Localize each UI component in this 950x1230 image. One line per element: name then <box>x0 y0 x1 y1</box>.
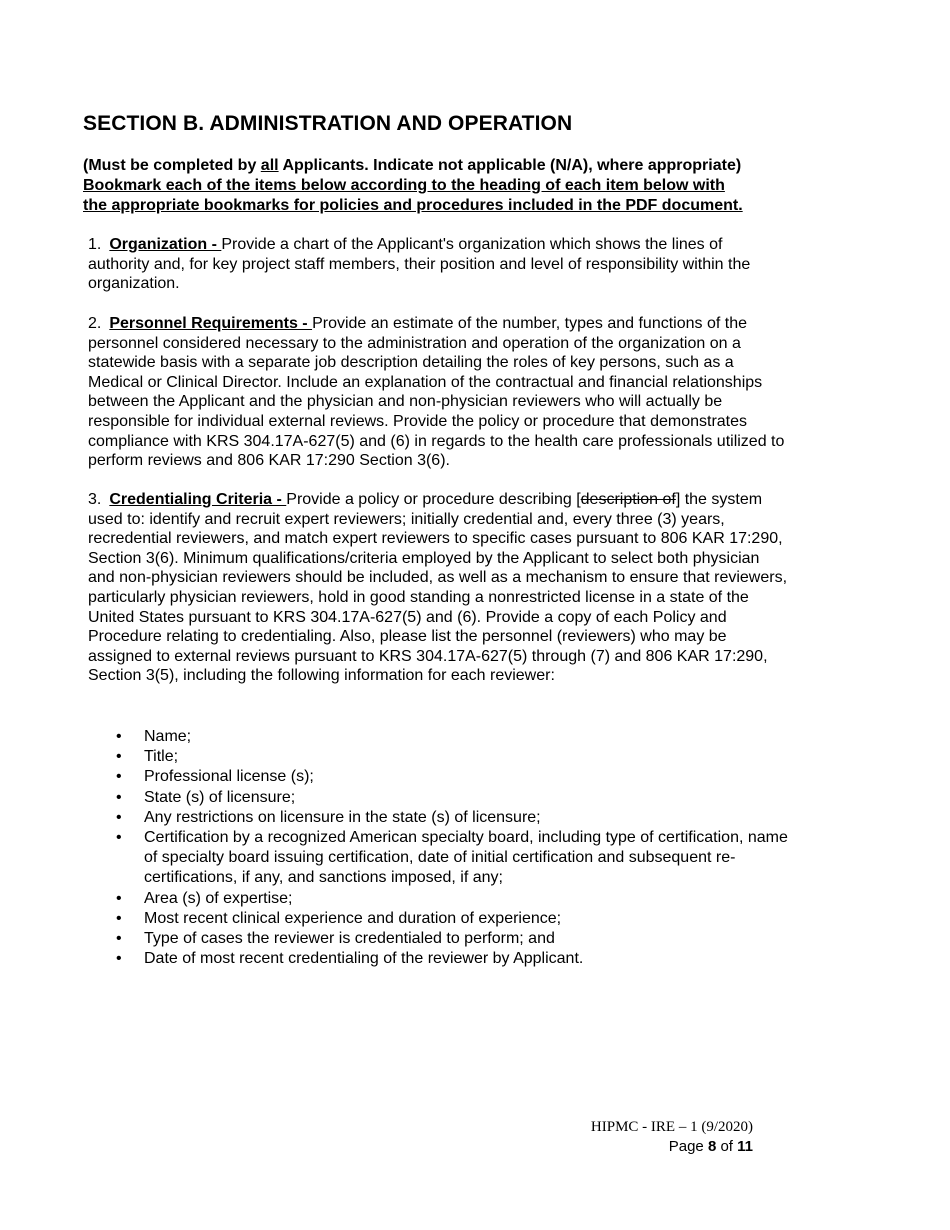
item-heading: Credentialing Criteria - <box>109 491 287 508</box>
instructions-line-1 <box>83 156 803 176</box>
reviewer-info-list <box>88 727 788 969</box>
section-title: SECTION B. ADMINISTRATION AND OPERATION <box>83 112 573 135</box>
form-identifier: HIPMC - IRE – 1 (9/2020) <box>590 1119 753 1135</box>
item-number: 2. <box>88 315 102 332</box>
list-item-text: State (s) of licensure; <box>144 788 296 806</box>
page-label: Page <box>668 1138 708 1155</box>
list-item-text: Professional license (s); <box>144 768 314 786</box>
bullet-icon: • <box>116 829 122 847</box>
instructions-block <box>83 156 803 216</box>
list-item-text: Most recent clinical experience and duration of experience; <box>144 909 562 927</box>
item-heading: Personnel Requirements - <box>109 315 313 332</box>
list-item <box>88 767 788 787</box>
bullet-icon: • <box>116 788 122 806</box>
page-footer <box>591 1117 753 1157</box>
bullet-icon: • <box>116 768 122 786</box>
item-number: 1. <box>88 236 102 253</box>
item-personnel-requirements <box>88 314 788 471</box>
instructions-line-3: the appropriate bookmarks for policies and procedures included in the PDF document. <box>83 197 743 214</box>
instructions-line-1-suffix: Applicants. Indicate not applicable (N/A), where appropriate) <box>278 157 742 174</box>
item-heading: Organization - <box>109 236 222 253</box>
list-item <box>88 889 788 909</box>
instructions-line-2: Bookmark each of the items below according to the heading of each item below with <box>83 177 725 194</box>
instructions-line-1-prefix: (Must be completed by <box>83 157 261 174</box>
list-item <box>88 727 788 747</box>
item-text: Provide a chart of the Applicant's organization which shows the lines of authority and, for key project staff members, their position and level of responsibility within the organization. <box>88 236 751 293</box>
item-credentialing-criteria <box>88 490 788 686</box>
list-item-text: Name; <box>144 728 192 745</box>
list-item-text: Any restrictions on licensure in the state (s) of licensure; <box>144 808 541 826</box>
page-total: 11 <box>737 1138 753 1155</box>
list-item <box>88 949 788 969</box>
list-item <box>88 808 788 828</box>
list-item-text: Certification by a recognized American specialty board, including type of certification, name of specialty board issuing certification, date of initial certification and subsequent re-certifications, if any, and sanctions imposed, if any; <box>144 829 788 887</box>
list-item <box>88 747 788 767</box>
bullet-icon: • <box>116 930 122 948</box>
bullet-icon: • <box>116 728 122 745</box>
list-item <box>88 828 788 889</box>
page-current: 8 <box>707 1138 717 1155</box>
list-item-text: Date of most recent credentialing of the reviewer by Applicant. <box>144 950 584 968</box>
page-of-label: of <box>716 1138 738 1155</box>
list-item <box>88 929 788 949</box>
list-item <box>88 788 788 808</box>
list-item-text: Title; <box>144 748 179 766</box>
list-item <box>88 909 788 929</box>
item-text-before: Provide a policy or procedure describing [ <box>286 491 581 508</box>
item-organization <box>88 235 788 294</box>
bullet-icon: • <box>116 889 122 907</box>
bullet-icon: • <box>116 909 122 927</box>
item-number: 3. <box>88 491 102 508</box>
item-text-after: ] the system used to: identify and recruit expert reviewers; initially credential and, every three (3) years, recredential reviewers, and match expert reviewers to specific cases pursuant to 806 KAR 17:290, Section 3(6). Minimum qualifications/criteria employed by the Applicant to select both physician and non-physician reviewers should be included, as well as a mechanism to ensure that reviewers, particularly physician reviewers, hold in good standing a nonrestricted license in a state of the United States pursuant to KRS 304.17A-627(5) and (6). Provide a copy of each Policy and Procedure relating to credentialing. Also, please list the personnel (reviewers) who may be assigned to external reviews pursuant to KRS 304.17A-627(5) through (7) and 806 KAR 17:290, Section 3(5), including the following information for each reviewer: <box>88 491 788 685</box>
bullet-icon: • <box>116 808 122 826</box>
instructions-all-emphasis: all <box>260 157 279 174</box>
bullet-icon: • <box>116 950 122 968</box>
list-item-text: Type of cases the reviewer is credentialed to perform; and <box>144 930 555 948</box>
page-number <box>591 1137 753 1157</box>
bullet-icon: • <box>116 748 122 766</box>
list-item-text: Area (s) of expertise; <box>144 889 293 907</box>
struck-text: description of <box>580 491 676 508</box>
item-text: Provide an estimate of the number, types and functions of the personnel considered necessary to the administration and operation of the organization on a statewide basis with a separate job description detailing the roles of key persons, such as a Medical or Clinical Director. Include an explanation of the contractual and financial relationships between the Applicant and the physician and non-physician reviewers who will actually be responsible for individual external reviews. Provide the policy or procedure that demonstrates compliance with KRS 304.17A-627(5) and (6) in regards to the health care professionals utilized to perform reviews and 806 KAR 17:290 Section 3(6). <box>88 315 785 470</box>
